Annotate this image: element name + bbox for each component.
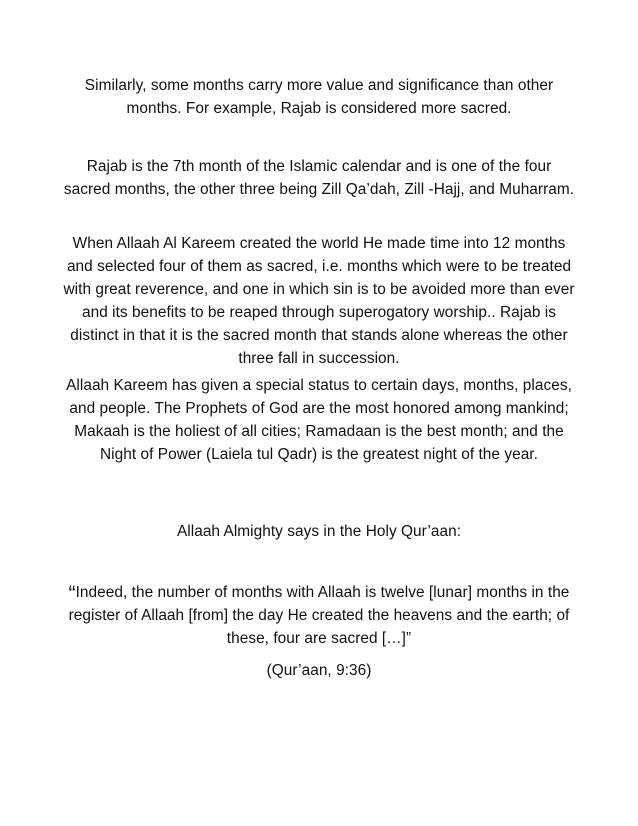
quote-text: Indeed, the number of months with Allaah is twelve [lunar] months in the register of Allaah [from] the day He created the heavens and the earth; of these, four are sacred […]” (68, 584, 570, 647)
intro-paragraph: Similarly, some months carry more value and significance than other months. For example, Rajab is considered more sacred. (84, 77, 554, 117)
creation-paragraph: When Allaah Al Kareem created the world He made time into 12 months and selected four of them as sacred, i.e. months which were to be treated with great reverence, and one in which sin is to be avoided more than ever and its benefits to be reaped through superogatory worship.. Rajab is distinct in that it is the sacred month that stands alone whereas the other three fall in succession. (63, 235, 575, 367)
quran-quote (62, 581, 576, 650)
rajab-definition-paragraph: Rajab is the 7th month of the Islamic calendar and is one of the four sacred months, the other three being Zill Qa’dah, Zill -Hajj, and Muharram. (63, 158, 575, 198)
open-quote-mark: “ (68, 582, 76, 605)
special-status-paragraph: Allaah Kareem has given a special status to certain days, months, places, and people. The Prophets of God are the most honored among mankind; Makaah is the holiest of all cities; Ramadaan is the best month; and the Night of Power (Laiela tul Qadr) is the greatest night of the year. (66, 377, 572, 463)
quran-intro-line: Allaah Almighty says in the Holy Qur’aan: (176, 523, 462, 540)
quote-citation: (Qur’aan, 9:36) (266, 662, 372, 679)
